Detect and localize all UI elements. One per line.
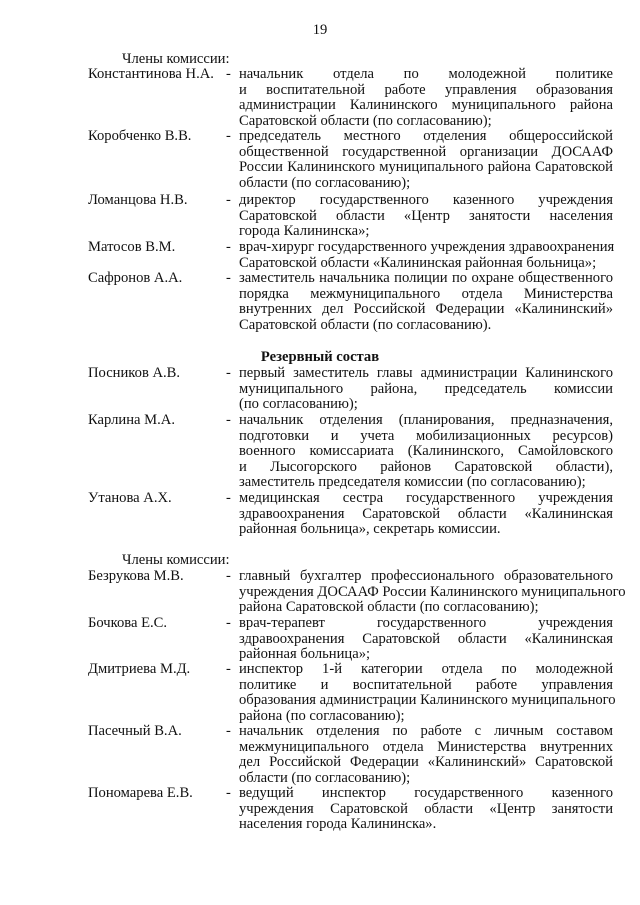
role-line: межмуниципального отдела Министерства внутренних <box>239 738 613 755</box>
member-role <box>239 193 613 240</box>
member-role <box>239 366 613 413</box>
role-line: района Саратовской области (по согласованию); <box>239 599 539 616</box>
member-dash: - <box>226 128 231 144</box>
role-line: порядка межмуниципального отдела Министерства <box>239 285 613 302</box>
member-role <box>239 67 613 129</box>
role-line: врач-терапевт государственного учреждения <box>239 615 613 631</box>
member-dash: - <box>226 412 231 428</box>
member-name: Матосов В.М. <box>88 239 176 255</box>
member-role <box>239 786 613 833</box>
member-role <box>239 661 616 724</box>
member-name: Бочкова Е.С. <box>88 615 168 631</box>
member-dash: - <box>226 661 231 677</box>
role-line: и Лысогорского районов Саратовской области), <box>239 458 613 475</box>
role-line: внутренних дел Российской Федерации «Калининский» <box>239 301 613 318</box>
member-name: Карлина М.А. <box>88 412 175 428</box>
role-line: главный бухгалтер профессионального образовательного <box>239 568 613 584</box>
role-line: муниципального района, председатель комиссии <box>239 380 613 397</box>
role-line: врач-хирург государственного учреждения здравоохранения <box>239 239 615 255</box>
role-line: администрации Калининского муниципального района <box>239 97 613 114</box>
role-line: военного комиссариата (Калининского, Самойловского <box>239 443 613 460</box>
member-dash: - <box>226 192 231 208</box>
role-line: образования администрации Калининского муниципального <box>239 692 616 709</box>
role-line: населения города Калининска». <box>239 816 437 833</box>
role-line: политике и воспитательной работе управления <box>239 676 613 693</box>
role-line: подготовки и учета мобилизационных ресурсов) <box>239 427 613 444</box>
member-role <box>239 616 613 663</box>
role-line: области (по согласованию); <box>239 174 411 191</box>
member-role <box>239 491 613 538</box>
role-line: учреждения Саратовской области «Центр занятости <box>239 800 613 817</box>
member-dash: - <box>226 239 231 255</box>
page-number: 19 <box>312 22 328 38</box>
role-line: дел Российской Федерации «Калининский» Саратовской <box>239 754 613 771</box>
member-name: Коробченко В.В. <box>88 128 192 144</box>
member-dash: - <box>226 66 231 82</box>
member-dash: - <box>226 365 231 381</box>
role-line: области (по согласованию); <box>239 769 411 786</box>
role-line: первый заместитель главы администрации Калининского <box>239 365 613 381</box>
role-line: и воспитательной работе управления образования <box>239 81 613 98</box>
role-line: начальник отделения по работе с личным составом <box>239 723 613 739</box>
role-line: учреждения ДОСААФ России Калининского муниципального <box>239 583 626 600</box>
member-name: Ломанцова Н.В. <box>88 192 188 208</box>
member-name: Посников А.В. <box>88 365 181 381</box>
role-line: России Калининского муниципального района Саратовской <box>239 159 613 176</box>
member-role <box>239 271 613 333</box>
members-label: Члены комиссии: <box>122 552 230 568</box>
member-role <box>239 724 613 786</box>
role-line: района (по согласованию); <box>239 707 405 724</box>
role-line: (по согласованию); <box>239 396 358 413</box>
reserve-title: Резервный состав <box>260 349 380 365</box>
role-line: районная больница»; <box>239 646 371 663</box>
role-line: общественной государственной организации ДОСААФ <box>239 143 613 160</box>
role-line: здравоохранения Саратовской области «Калининская <box>239 630 613 647</box>
role-line: Саратовской области (по согласованию); <box>239 112 492 129</box>
member-role <box>239 240 613 271</box>
role-line: города Калининска»; <box>239 223 370 240</box>
member-role <box>239 568 626 616</box>
members-label: Члены комиссии: <box>122 51 230 67</box>
role-line: председатель местного отделения общероссийской <box>239 128 613 144</box>
member-dash: - <box>226 723 231 739</box>
member-name: Безрукова М.В. <box>88 568 184 584</box>
role-line: Саратовской области (по согласованию). <box>239 316 492 333</box>
role-line: Саратовской области «Калининская районная больница»; <box>239 254 597 271</box>
member-name: Пономарева Е.В. <box>88 785 193 801</box>
role-line: директор государственного казенного учреждения <box>239 192 613 208</box>
member-name: Константинова Н.А. <box>88 66 214 82</box>
member-role <box>239 129 613 191</box>
role-line: инспектор 1-й категории отдела по молодежной <box>239 661 613 677</box>
role-line: районная больница», секретарь комиссии. <box>239 521 501 538</box>
member-name: Утанова А.Х. <box>88 490 172 506</box>
role-line: Саратовской области «Центр занятости населения <box>239 207 613 224</box>
member-dash: - <box>226 615 231 631</box>
role-line: ведущий инспектор государственного казенного <box>239 785 613 801</box>
role-line: здравоохранения Саратовской области «Калининская <box>239 505 613 522</box>
role-line: начальник отдела по молодежной политике <box>239 66 613 82</box>
role-line: заместитель председателя комиссии (по согласованию); <box>239 474 586 491</box>
member-name: Дмитриева М.Д. <box>88 661 191 677</box>
member-dash: - <box>226 490 231 506</box>
member-name: Сафронов А.А. <box>88 270 183 286</box>
member-dash: - <box>226 270 231 286</box>
member-name: Пасечный В.А. <box>88 723 182 739</box>
role-line: заместитель начальника полиции по охране общественного <box>239 270 613 286</box>
member-dash: - <box>226 785 231 801</box>
role-line: медицинская сестра государственного учреждения <box>239 490 613 506</box>
member-dash: - <box>226 568 231 584</box>
member-role <box>239 413 613 491</box>
role-line: начальник отделения (планирования, предназначения, <box>239 412 613 428</box>
